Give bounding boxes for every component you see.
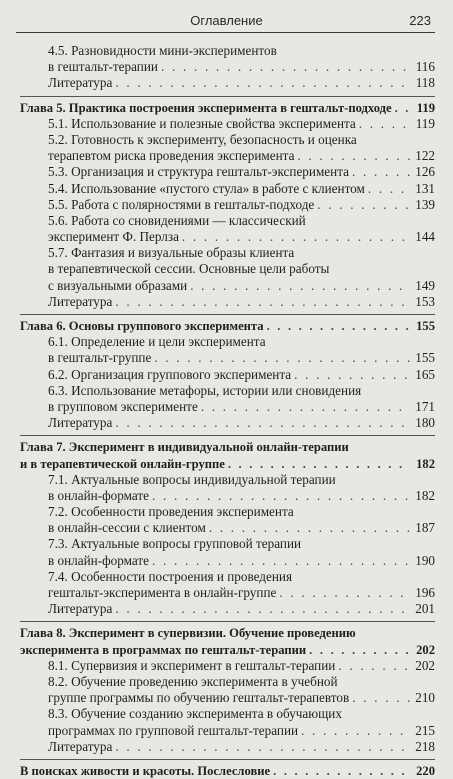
toc-entry-line <box>20 334 435 350</box>
toc-chapter-line <box>20 642 435 658</box>
toc-entry-line <box>20 294 435 310</box>
toc-entry-title: с визуальными образами <box>48 277 188 293</box>
dot-leader <box>294 367 410 383</box>
dot-leader <box>115 75 410 91</box>
dot-leader <box>201 399 410 415</box>
toc-entry-title: В поисках живости и красоты. Послесловие <box>20 763 271 778</box>
dot-leader <box>182 229 410 245</box>
toc-entry-title: Глава 6. Основы группового эксперимента <box>20 319 264 333</box>
toc-page-number: 187 <box>415 520 435 536</box>
section-divider <box>20 435 435 436</box>
toc-entry-line <box>20 520 435 536</box>
toc-entry-title: 8.2. Обучение проведению эксперимента в учебной <box>48 673 338 689</box>
toc-chapter-line <box>20 100 435 116</box>
toc-entry-title: гештальт-эксперимента в онлайн-группе <box>48 585 277 600</box>
toc-entry-title: терапевтом риска проведения эксперимента <box>48 148 295 164</box>
toc-page-number: 180 <box>415 415 435 431</box>
toc-entry-title: Глава 5. Практика построения эксперимента в гештальт-подходе <box>20 100 392 115</box>
toc-entry-title: 6.1. Определение и цели эксперимента <box>48 334 266 350</box>
toc-entry-line <box>20 197 435 213</box>
dot-leader <box>297 148 410 164</box>
toc-page-number: 119 <box>416 100 435 115</box>
toc-entry-title: в онлайн-сессии с клиентом <box>48 520 206 536</box>
toc-chapter-line <box>20 625 435 641</box>
toc-page-number: 116 <box>415 59 435 75</box>
toc-page-number: 196 <box>415 585 435 600</box>
toc-entry-title: в групповом эксперименте <box>48 398 198 414</box>
toc-entry-line <box>20 367 435 383</box>
toc-entry-line <box>20 116 435 132</box>
header-page-number: 223 <box>409 13 431 28</box>
dot-leader <box>395 100 410 116</box>
toc-page-number: 215 <box>415 722 435 738</box>
dot-leader <box>152 488 410 504</box>
toc-entry-title: в онлайн-формате <box>48 487 150 503</box>
dot-leader <box>317 197 410 213</box>
toc-entry-title: Глава 7. Эксперимент в индивидуальной онлайн-терапии <box>20 440 349 455</box>
toc-entry-title: Литература <box>48 738 113 754</box>
toc-entry-line <box>20 350 435 366</box>
toc-entry-title: в гештальт-терапии <box>48 59 158 75</box>
dot-leader <box>152 553 410 569</box>
toc-page-number: 131 <box>415 180 435 196</box>
toc-page-number: 182 <box>415 487 435 503</box>
table-of-contents <box>20 43 435 779</box>
toc-entry-line <box>20 148 435 164</box>
toc-entry-line <box>20 472 435 488</box>
toc-entry-line <box>20 245 435 261</box>
toc-page-number: 155 <box>416 319 435 333</box>
toc-entry-title: Литература <box>48 293 113 309</box>
header-divider <box>16 32 435 33</box>
toc-entry-title: 7.4. Особенности построения и проведения <box>48 568 293 584</box>
dot-leader <box>190 278 410 294</box>
toc-entry-title: эксперимента в программах по гештальт-терапии <box>20 642 307 657</box>
toc-page-number: 149 <box>415 277 435 293</box>
toc-page-number: 220 <box>416 763 435 778</box>
toc-entry-title: 5.6. Работа со сновидениями — классический <box>48 212 306 228</box>
toc-chapter-line <box>20 439 435 455</box>
toc-entry-title: группе программы по обучению гештальт-терапевтов <box>48 690 350 706</box>
toc-entry-line <box>20 399 435 415</box>
toc-entry-title: 6.3. Использование метафоры, истории или сновидения <box>48 382 362 398</box>
toc-entry-title: 8.1. Супервизия и эксперимент в гештальт-терапии <box>48 657 336 673</box>
toc-entry-title: программах по групповой гештальт-терапии <box>48 722 299 738</box>
dot-leader <box>359 116 410 132</box>
toc-entry-line <box>20 59 435 75</box>
toc-entry-line <box>20 164 435 180</box>
toc-page-number: 218 <box>415 738 435 754</box>
dot-leader <box>161 59 410 75</box>
toc-entry-line <box>20 536 435 552</box>
dot-leader <box>352 690 410 706</box>
toc-page-number: 210 <box>415 690 435 706</box>
toc-entry-title: 5.4. Использование «пустого стула» в работе с клиентом <box>48 180 365 196</box>
toc-entry-line <box>20 723 435 739</box>
header-title: Оглавление <box>190 13 263 28</box>
toc-entry-title: Глава 8. Эксперимент в супервизии. Обучение проведению <box>20 626 356 641</box>
dot-leader <box>228 456 410 472</box>
dot-leader <box>115 294 410 310</box>
dot-leader <box>115 739 410 755</box>
toc-entry-line <box>20 229 435 245</box>
dot-leader <box>368 181 410 197</box>
toc-chapter-line <box>20 456 435 472</box>
toc-entry-title: в онлайн-формате <box>48 552 150 568</box>
toc-entry-title: 8.3. Обучение созданию эксперимента в обучающих <box>48 706 342 722</box>
toc-entry-title: 5.2. Готовность к эксперименту, безопасность и оценка <box>48 131 357 147</box>
toc-entry-title: эксперимент Ф. Перлза <box>48 229 179 245</box>
toc-page-number: 171 <box>415 398 435 414</box>
toc-page-number: 165 <box>415 366 435 382</box>
toc-entry-title: Литература <box>48 75 113 91</box>
toc-entry-line <box>20 181 435 197</box>
toc-entry-title: Литература <box>48 601 113 617</box>
toc-page-number: 118 <box>415 75 435 91</box>
toc-page-number: 126 <box>415 164 435 180</box>
toc-chapter-line <box>20 318 435 334</box>
toc-entry-line <box>20 601 435 617</box>
toc-entry-line <box>20 132 435 148</box>
dot-leader <box>209 520 410 536</box>
toc-entry-title: в гештальт-группе <box>48 350 152 366</box>
toc-entry-line <box>20 43 435 59</box>
dot-leader <box>115 601 410 617</box>
toc-page-number: 202 <box>416 642 435 657</box>
dot-leader <box>338 658 410 674</box>
toc-entry-line <box>20 658 435 674</box>
toc-entry-title: 6.2. Организация группового эксперимента <box>48 366 292 382</box>
toc-entry-title: Литература <box>48 415 113 431</box>
dot-leader <box>301 723 410 739</box>
section-divider <box>20 759 435 760</box>
dot-leader <box>309 642 410 658</box>
dot-leader <box>115 415 410 431</box>
toc-page-number: 202 <box>415 657 435 673</box>
toc-entry-line <box>20 739 435 755</box>
section-divider <box>20 314 435 315</box>
toc-entry-line <box>20 569 435 585</box>
toc-entry-line <box>20 383 435 399</box>
toc-entry-line <box>20 415 435 431</box>
toc-entry-line <box>20 706 435 722</box>
toc-entry-line <box>20 690 435 706</box>
toc-entry-title: 4.5. Разновидности мини-экспериментов <box>48 43 277 58</box>
dot-leader <box>267 318 410 334</box>
toc-entry-title: 7.2. Особенности проведения эксперимента <box>48 504 294 520</box>
toc-entry-line <box>20 674 435 690</box>
dot-leader <box>154 350 410 366</box>
toc-page-number: 144 <box>415 229 435 245</box>
toc-page-number: 153 <box>415 293 435 309</box>
toc-entry-title: 5.3. Организация и структура гештальт-эксперимента <box>48 164 349 180</box>
dot-leader <box>352 164 410 180</box>
toc-entry-line <box>20 553 435 569</box>
toc-entry-line <box>20 213 435 229</box>
running-header <box>0 10 453 32</box>
toc-entry-title: в терапевтической сессии. Основные цели работы <box>48 261 330 277</box>
toc-entry-title: 5.1. Использование и полезные свойства эксперимента <box>48 115 356 131</box>
toc-entry-line <box>20 488 435 504</box>
toc-chapter-line <box>20 763 435 779</box>
toc-page-number: 182 <box>416 456 435 471</box>
toc-entry-line <box>20 278 435 294</box>
toc-page-number: 190 <box>415 552 435 568</box>
toc-entry-title: 5.5. Работа с полярностями в гештальт-подходе <box>48 196 315 212</box>
toc-entry-line <box>20 75 435 91</box>
toc-entry-title: и в терапевтической онлайн-группе <box>20 456 225 471</box>
toc-page-number: 155 <box>415 350 435 366</box>
dot-leader <box>273 763 410 779</box>
toc-page-number: 122 <box>415 148 435 164</box>
toc-entry-title: 5.7. Фантазия и визуальные образы клиента <box>48 245 295 261</box>
toc-page-number: 119 <box>415 115 435 131</box>
toc-page-number: 201 <box>415 601 435 617</box>
section-divider <box>20 621 435 622</box>
toc-entry-title: 7.1. Актуальные вопросы индивидуальной терапии <box>48 471 336 487</box>
dot-leader <box>279 585 410 601</box>
toc-entry-line <box>20 261 435 277</box>
toc-entry-line <box>20 585 435 601</box>
section-divider <box>20 96 435 97</box>
toc-page-number: 139 <box>415 196 435 212</box>
toc-entry-line <box>20 504 435 520</box>
toc-entry-title: 7.3. Актуальные вопросы групповой терапии <box>48 536 302 552</box>
